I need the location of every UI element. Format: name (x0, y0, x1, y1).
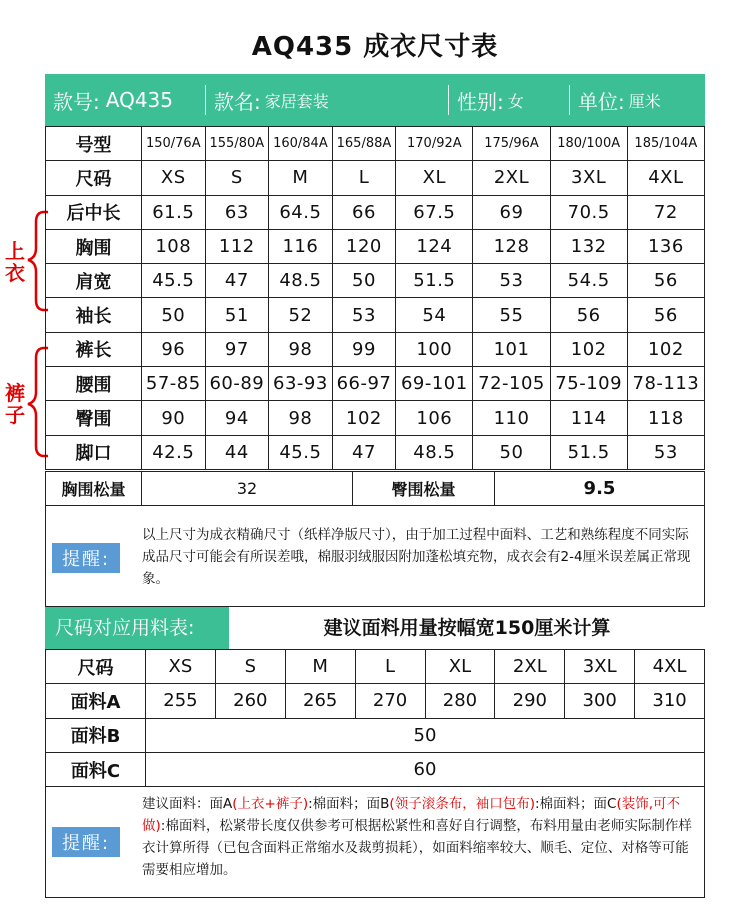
measure-value: 54 (396, 298, 473, 332)
fabric-c-value: 60 (146, 752, 705, 786)
model-cell: 170/92A (396, 127, 473, 161)
fabric-size-header: 尺码 (46, 650, 146, 684)
gender (449, 74, 569, 126)
measure-value: 72 (627, 195, 704, 229)
measure-value: 108 (142, 229, 206, 263)
measure-row (46, 195, 705, 229)
measure-value: 52 (269, 298, 333, 332)
fabric-bar (45, 607, 705, 649)
measure-label: 脚口 (46, 435, 142, 469)
unit (570, 74, 700, 126)
fabric-a-value: 300 (565, 684, 635, 718)
unit-label: 单位: (578, 89, 625, 114)
style-name (206, 74, 448, 126)
size-table (45, 126, 705, 470)
fabric-tag: 尺码对应用料表: (45, 607, 229, 649)
measure-value: 63-93 (269, 367, 333, 401)
fabric-a-value: 310 (635, 684, 705, 718)
measure-value: 50 (332, 264, 396, 298)
model-cell: 150/76A (142, 127, 206, 161)
size-cell: XL (396, 161, 473, 195)
divider (448, 85, 449, 115)
measure-value: 56 (550, 298, 627, 332)
measure-value: 132 (550, 229, 627, 263)
measure-value: 101 (473, 332, 550, 366)
fabric-a-value: 260 (215, 684, 285, 718)
measure-value: 99 (332, 332, 396, 366)
measure-value: 94 (205, 401, 269, 435)
measure-value: 102 (627, 332, 704, 366)
measure-value: 96 (142, 332, 206, 366)
measure-row (46, 332, 705, 366)
size-cell: 2XL (473, 161, 550, 195)
measure-label: 臀围 (46, 401, 142, 435)
measure-value: 44 (205, 435, 269, 469)
looseness-row (45, 471, 705, 506)
info-bar (45, 74, 705, 126)
reminder2-part3: :棉面料；面C (534, 796, 617, 812)
model-cell: 160/84A (269, 127, 333, 161)
gender-label: 性别: (457, 89, 504, 114)
size-cell: S (205, 161, 269, 195)
fabric-b-label: 面料B (46, 718, 146, 752)
fabric-size-cell: M (285, 650, 355, 684)
chest-loose-label: 胸围松量 (46, 472, 142, 506)
reminder-button: 提醒: (52, 543, 120, 573)
fabric-size-cell: 2XL (495, 650, 565, 684)
style-no (45, 74, 205, 126)
measure-value: 54.5 (550, 264, 627, 298)
measure-value: 56 (627, 298, 704, 332)
reminder2-part3-red: (装饰,可不做) (142, 796, 681, 834)
model-cell: 185/104A (627, 127, 704, 161)
measure-value: 45.5 (142, 264, 206, 298)
fabric-a-label: 面料A (46, 684, 146, 718)
measure-value: 60-89 (205, 367, 269, 401)
measure-value: 102 (332, 401, 396, 435)
style-name-value: 家居套装 (264, 91, 329, 111)
model-cell: 180/100A (550, 127, 627, 161)
reminder2-box (45, 786, 705, 898)
measure-value: 97 (205, 332, 269, 366)
measure-value: 56 (627, 264, 704, 298)
measure-value: 45.5 (269, 435, 333, 469)
measure-value: 120 (332, 229, 396, 263)
reminder2-text (142, 793, 698, 881)
measure-value: 98 (269, 401, 333, 435)
measure-value: 118 (627, 401, 704, 435)
reminder2-part1: 建议面料：面A (142, 796, 233, 812)
hip-loose-label: 臀围松量 (353, 472, 495, 506)
measure-value: 42.5 (142, 435, 206, 469)
size-cell: 4XL (627, 161, 704, 195)
measure-value: 51.5 (396, 264, 473, 298)
side-label-pants: 裤子 (5, 381, 25, 427)
measure-value: 63 (205, 195, 269, 229)
reminder2-part4: :棉面料，松紧带长度仅供参考可根据松紧性和喜好自行调整，布料用量由老师实际制作样衣计算所得（已包含面料正常缩水及裁剪损耗），如面料缩率较大、顺毛、定位、对格等可能需要相应增加。 (142, 818, 692, 878)
reminder2-part1-red: (上衣+裤子) (232, 796, 309, 812)
fabric-a-value: 270 (355, 684, 425, 718)
divider (569, 85, 570, 115)
size-row (46, 161, 705, 195)
measure-value: 114 (550, 401, 627, 435)
measure-value: 51.5 (550, 435, 627, 469)
measure-value: 64.5 (269, 195, 333, 229)
measure-label: 胸围 (46, 229, 142, 263)
measure-value: 51 (205, 298, 269, 332)
measure-value: 53 (627, 435, 704, 469)
fabric-a-value: 280 (425, 684, 495, 718)
size-cell: XS (142, 161, 206, 195)
hip-loose-value: 9.5 (495, 472, 705, 506)
measure-value: 112 (205, 229, 269, 263)
chest-loose-value: 32 (142, 472, 353, 506)
measure-row (46, 435, 705, 469)
fabric-size-cell: 4XL (635, 650, 705, 684)
measure-value: 110 (473, 401, 550, 435)
measure-label: 腰围 (46, 367, 142, 401)
reminder2-button: 提醒: (52, 827, 120, 857)
measure-value: 50 (473, 435, 550, 469)
divider (205, 85, 206, 115)
measure-value: 106 (396, 401, 473, 435)
measure-value: 124 (396, 229, 473, 263)
fabric-size-cell: 3XL (565, 650, 635, 684)
size-header: 尺码 (46, 161, 142, 195)
model-header: 号型 (46, 127, 142, 161)
measure-value: 55 (473, 298, 550, 332)
size-cell: M (269, 161, 333, 195)
measure-value: 69-101 (396, 367, 473, 401)
measure-row (46, 367, 705, 401)
fabric-b-value: 50 (146, 718, 705, 752)
measure-value: 67.5 (396, 195, 473, 229)
measure-value: 48.5 (396, 435, 473, 469)
reminder2-part2-red: (领子滚条布，袖口包布) (389, 796, 535, 812)
fabric-size-cell: L (355, 650, 425, 684)
style-name-label: 款名: (214, 89, 261, 114)
measure-label: 后中长 (46, 195, 142, 229)
fabric-size-cell: XL (425, 650, 495, 684)
style-no-label: 款号: (53, 89, 100, 114)
model-cell: 155/80A (205, 127, 269, 161)
measure-value: 50 (142, 298, 206, 332)
fabric-size-cell: S (215, 650, 285, 684)
measure-value: 53 (473, 264, 550, 298)
fabric-size-cell: XS (146, 650, 216, 684)
measure-value: 90 (142, 401, 206, 435)
unit-value: 厘米 (628, 91, 661, 111)
fabric-c-label: 面料C (46, 752, 146, 786)
fabric-a-value: 255 (146, 684, 216, 718)
measure-value: 100 (396, 332, 473, 366)
measure-value: 61.5 (142, 195, 206, 229)
gender-value: 女 (507, 91, 524, 111)
style-no-value: AQ435 (105, 88, 173, 112)
side-label-top: 上衣 (5, 239, 25, 285)
reminder2-part2: :棉面料；面B (308, 796, 390, 812)
measure-row (46, 264, 705, 298)
reminder-text: 以上尺寸为成衣精确尺寸（纸样净版尺寸），由于加工过程中面料、工艺和熟练程度不同实际成品尺寸可能会有所误差哦，棉服羽绒服因附加蓬松填充物，成衣会有2-4厘米误差属正常现象。 (142, 527, 691, 587)
measure-value: 102 (550, 332, 627, 366)
measure-row (46, 229, 705, 263)
fabric-a-value: 265 (285, 684, 355, 718)
size-cell: 3XL (550, 161, 627, 195)
measure-value: 47 (205, 264, 269, 298)
measure-label: 肩宽 (46, 264, 142, 298)
measure-value: 128 (473, 229, 550, 263)
model-cell: 165/88A (332, 127, 396, 161)
measure-value: 75-109 (550, 367, 627, 401)
reminder-box (45, 505, 705, 607)
measure-value: 72-105 (473, 367, 550, 401)
model-row (46, 127, 705, 161)
measure-label: 袖长 (46, 298, 142, 332)
measure-label: 裤长 (46, 332, 142, 366)
fabric-desc: 建议面料用量按幅宽150厘米计算 (323, 617, 611, 639)
measure-value: 66-97 (332, 367, 396, 401)
fabric-a-value: 290 (495, 684, 565, 718)
measure-value: 70.5 (550, 195, 627, 229)
measure-value: 98 (269, 332, 333, 366)
fabric-table (45, 649, 705, 787)
measure-value: 116 (269, 229, 333, 263)
size-cell: L (332, 161, 396, 195)
measure-value: 78-113 (627, 367, 704, 401)
measure-value: 66 (332, 195, 396, 229)
measure-value: 48.5 (269, 264, 333, 298)
measure-row (46, 298, 705, 332)
measure-value: 136 (627, 229, 704, 263)
measure-value: 57-85 (142, 367, 206, 401)
measure-row (46, 401, 705, 435)
measure-value: 53 (332, 298, 396, 332)
measure-value: 69 (473, 195, 550, 229)
model-cell: 175/96A (473, 127, 550, 161)
measure-value: 47 (332, 435, 396, 469)
page-title: AQ435 成衣尺寸表 (251, 32, 499, 62)
